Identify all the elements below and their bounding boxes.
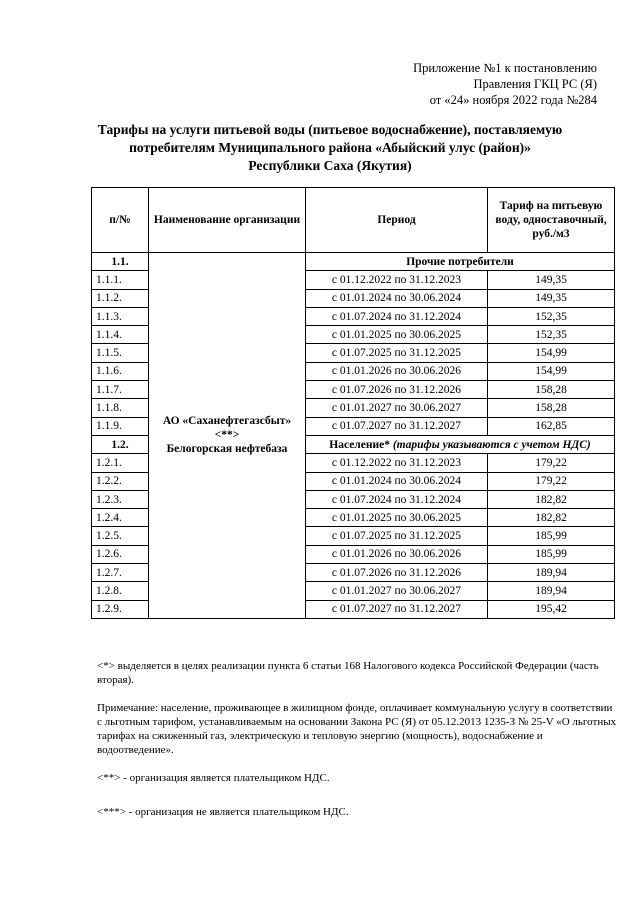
- title-line-2: потребителям Муниципального района «Абыйский улус (район)»: [129, 140, 531, 155]
- row-num: 1.2.2.: [92, 472, 149, 490]
- row-tariff: 195,42: [488, 600, 615, 618]
- note-non-vat-payer: <***> - организация не является плательщиком НДС.: [97, 806, 349, 818]
- row-tariff: 152,35: [488, 326, 615, 344]
- row-period: с 01.07.2026 по 31.12.2026: [306, 381, 488, 399]
- note-vat-allocation: <*> выделяется в целях реализации пункта 6 статьи 168 Налогового кодекса Российской Федерации (часть вторая).: [97, 660, 599, 686]
- row-num: 1.1.6.: [92, 362, 149, 380]
- row-period: с 01.12.2022 по 31.12.2023: [306, 271, 488, 289]
- row-tariff: 179,22: [488, 454, 615, 472]
- header-line-1: Приложение №1 к постановлению: [413, 61, 597, 75]
- organization-line-1: АО «Саханефтегазсбыт»: [162, 415, 292, 428]
- row-tariff: 182,82: [488, 490, 615, 508]
- title-line-1: Тарифы на услуги питьевой воды (питьевое водоснабжение), поставляемую: [97, 122, 563, 137]
- section-row: [92, 253, 615, 271]
- header-num: п/№: [92, 188, 149, 253]
- row-period: с 01.01.2026 по 30.06.2026: [306, 362, 488, 380]
- row-num: 1.1.9.: [92, 417, 149, 435]
- header-line-3: от «24» ноября 2022 года №284: [429, 93, 597, 107]
- organization-line-3: Белогорская нефтебаза: [166, 443, 288, 456]
- row-tariff: 182,82: [488, 509, 615, 527]
- note-population: Примечание: население, проживающее в жилищном фонде, оплачивает коммунальную услугу в соответствии с льготным тарифом, устанавливаемым на основании Закона РС (Я) от 05.12.2013 1235-З № 25-V «О льготных тарифах на сжиженный газ, электрическую и тепловую энергию (мощность), водоснабжение и водоотведение».: [97, 702, 617, 756]
- row-period: с 01.01.2026 по 30.06.2026: [306, 545, 488, 563]
- row-num: 1.2.8.: [92, 582, 149, 600]
- row-period: с 01.01.2027 по 30.06.2027: [306, 582, 488, 600]
- row-num: 1.1.1.: [92, 271, 149, 289]
- section-label: Прочие потребители: [306, 253, 615, 271]
- row-tariff: 152,35: [488, 307, 615, 325]
- row-period: с 01.07.2024 по 31.12.2024: [306, 490, 488, 508]
- row-period: с 01.07.2025 по 31.12.2025: [306, 344, 488, 362]
- header-line-2: Правления ГКЦ РС (Я): [473, 77, 597, 91]
- organization-line-2: <**>: [214, 429, 240, 442]
- row-tariff: 179,22: [488, 472, 615, 490]
- row-period: с 01.01.2025 по 30.06.2025: [306, 326, 488, 344]
- table-header-row: [92, 188, 615, 253]
- row-period: с 01.07.2027 по 31.12.2027: [306, 600, 488, 618]
- section-num: 1.1.: [92, 253, 149, 271]
- header-tariff: Тариф на питьевую воду, одноставочный, руб./м3: [488, 188, 615, 253]
- table-body: [92, 253, 615, 619]
- row-period: с 01.12.2022 по 31.12.2023: [306, 454, 488, 472]
- row-num: 1.2.7.: [92, 564, 149, 582]
- document-title: [60, 121, 600, 175]
- section-label-italic: (тарифы указываются с учетом НДС): [392, 438, 591, 451]
- row-period: с 01.07.2024 по 31.12.2024: [306, 307, 488, 325]
- row-num: 1.2.1.: [92, 454, 149, 472]
- row-num: 1.1.4.: [92, 326, 149, 344]
- notes-section: [97, 659, 617, 833]
- row-tariff: 149,35: [488, 289, 615, 307]
- header-period: Период: [306, 188, 488, 253]
- tariff-table: [91, 187, 615, 619]
- row-tariff: 154,99: [488, 344, 615, 362]
- row-period: с 01.01.2024 по 30.06.2024: [306, 289, 488, 307]
- row-tariff: 189,94: [488, 582, 615, 600]
- row-tariff: 158,28: [488, 381, 615, 399]
- row-period: с 01.01.2027 по 30.06.2027: [306, 399, 488, 417]
- row-num: 1.1.7.: [92, 381, 149, 399]
- title-line-3: Республики Саха (Якутия): [248, 158, 412, 173]
- row-num: 1.1.8.: [92, 399, 149, 417]
- row-num: 1.1.3.: [92, 307, 149, 325]
- row-num: 1.2.9.: [92, 600, 149, 618]
- row-tariff: 185,99: [488, 527, 615, 545]
- row-num: 1.2.3.: [92, 490, 149, 508]
- row-num: 1.1.5.: [92, 344, 149, 362]
- document-header: [413, 60, 597, 108]
- row-period: с 01.07.2026 по 31.12.2026: [306, 564, 488, 582]
- row-tariff: 185,99: [488, 545, 615, 563]
- section-label: [306, 435, 615, 453]
- row-tariff: 154,99: [488, 362, 615, 380]
- organization-cell: [149, 253, 306, 619]
- row-tariff: 189,94: [488, 564, 615, 582]
- row-period: с 01.01.2025 по 30.06.2025: [306, 509, 488, 527]
- row-tariff: 149,35: [488, 271, 615, 289]
- note-vat-payer: <**> - организация является плательщиком НДС.: [97, 772, 330, 784]
- section-label-main: Население*: [329, 438, 390, 451]
- row-num: 1.2.6.: [92, 545, 149, 563]
- row-tariff: 158,28: [488, 399, 615, 417]
- row-period: с 01.07.2027 по 31.12.2027: [306, 417, 488, 435]
- row-num: 1.1.2.: [92, 289, 149, 307]
- row-num: 1.2.4.: [92, 509, 149, 527]
- section-num: 1.2.: [92, 435, 149, 453]
- header-org: Наименование организации: [149, 188, 306, 253]
- row-num: 1.2.5.: [92, 527, 149, 545]
- row-period: с 01.07.2025 по 31.12.2025: [306, 527, 488, 545]
- row-period: с 01.01.2024 по 30.06.2024: [306, 472, 488, 490]
- row-tariff: 162,85: [488, 417, 615, 435]
